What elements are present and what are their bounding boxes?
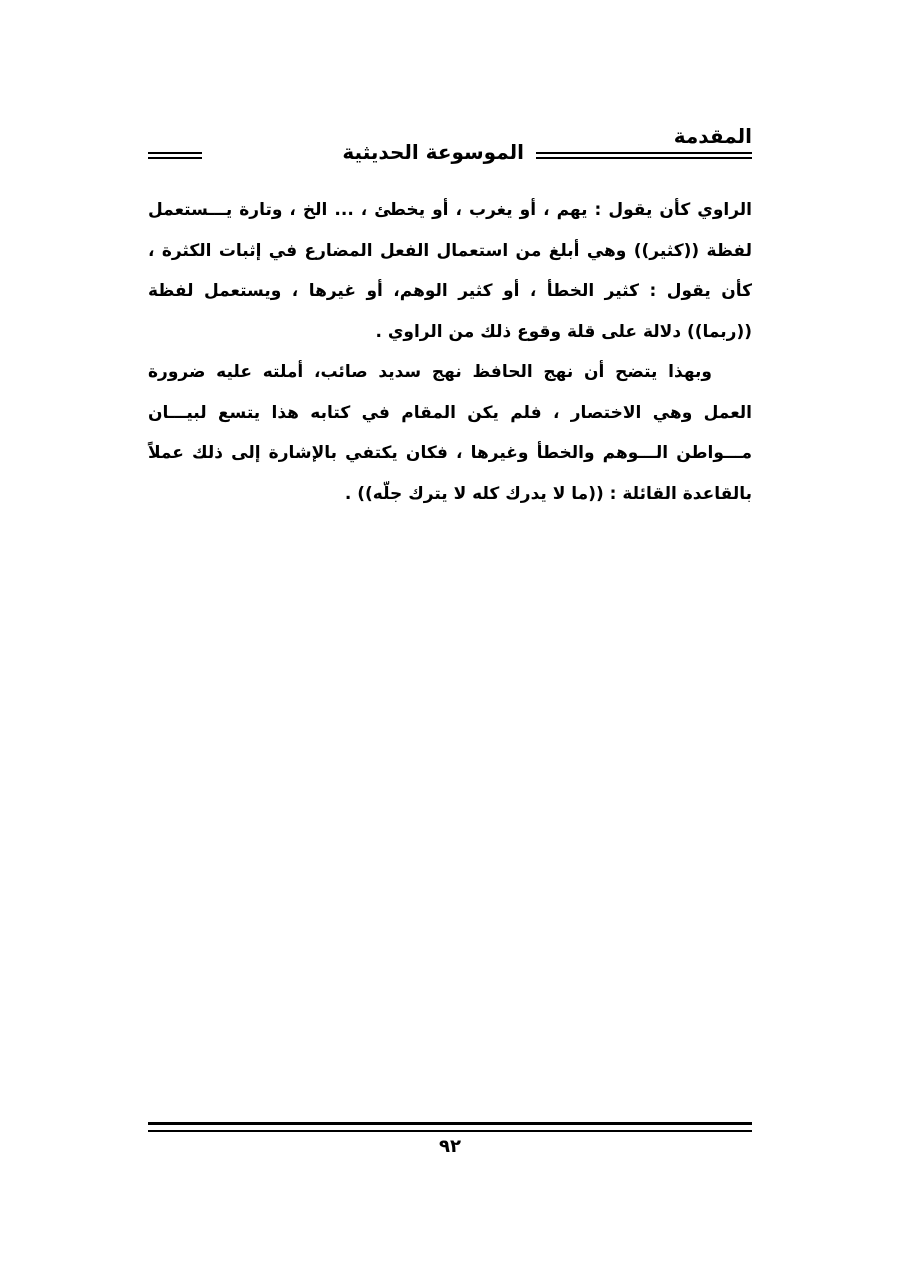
- header-rule-right: [536, 152, 752, 159]
- paragraph-2: وبهذا يتضح أن نهج الحافظ نهج سديد صائب، أملته عليه ضرورة العمل وهي الاختصار ، فلم يكن المقام في كتابه هذا يتسع لبيـــان مـــواطن الـــوهم والخطأ وغيرها ، فكان يكتفي بالإشارة إلى ذلك عملاً بالقاعدة القائلة : ((ما لا يدرك كله لا يترك جلّه)) .: [148, 362, 752, 504]
- body-text: [148, 190, 752, 514]
- book-title: الموسوعة الحديثية: [342, 140, 524, 164]
- footer-rule: [148, 1122, 752, 1132]
- page-number: ٩٢: [439, 1136, 461, 1157]
- header-rule-left: [148, 152, 202, 159]
- running-header: [148, 120, 752, 170]
- paragraph-1: الراوي كأن يقول : يهم ، أو يغرب ، أو يخطئ ، ... الخ ، وتارة يـــستعمل لفظة ((كثير)) وهي أبلغ من استعمال الفعل المضارع في إثبات الكثرة ، كأن يقول : كثير الخطأ ، أو كثير الوهم، أو غيرها ، ويستعمل لفظة ((ربما)) دلالة على قلة وقوع ذلك من الراوي .: [148, 200, 752, 342]
- section-title: المقدمة: [673, 124, 752, 148]
